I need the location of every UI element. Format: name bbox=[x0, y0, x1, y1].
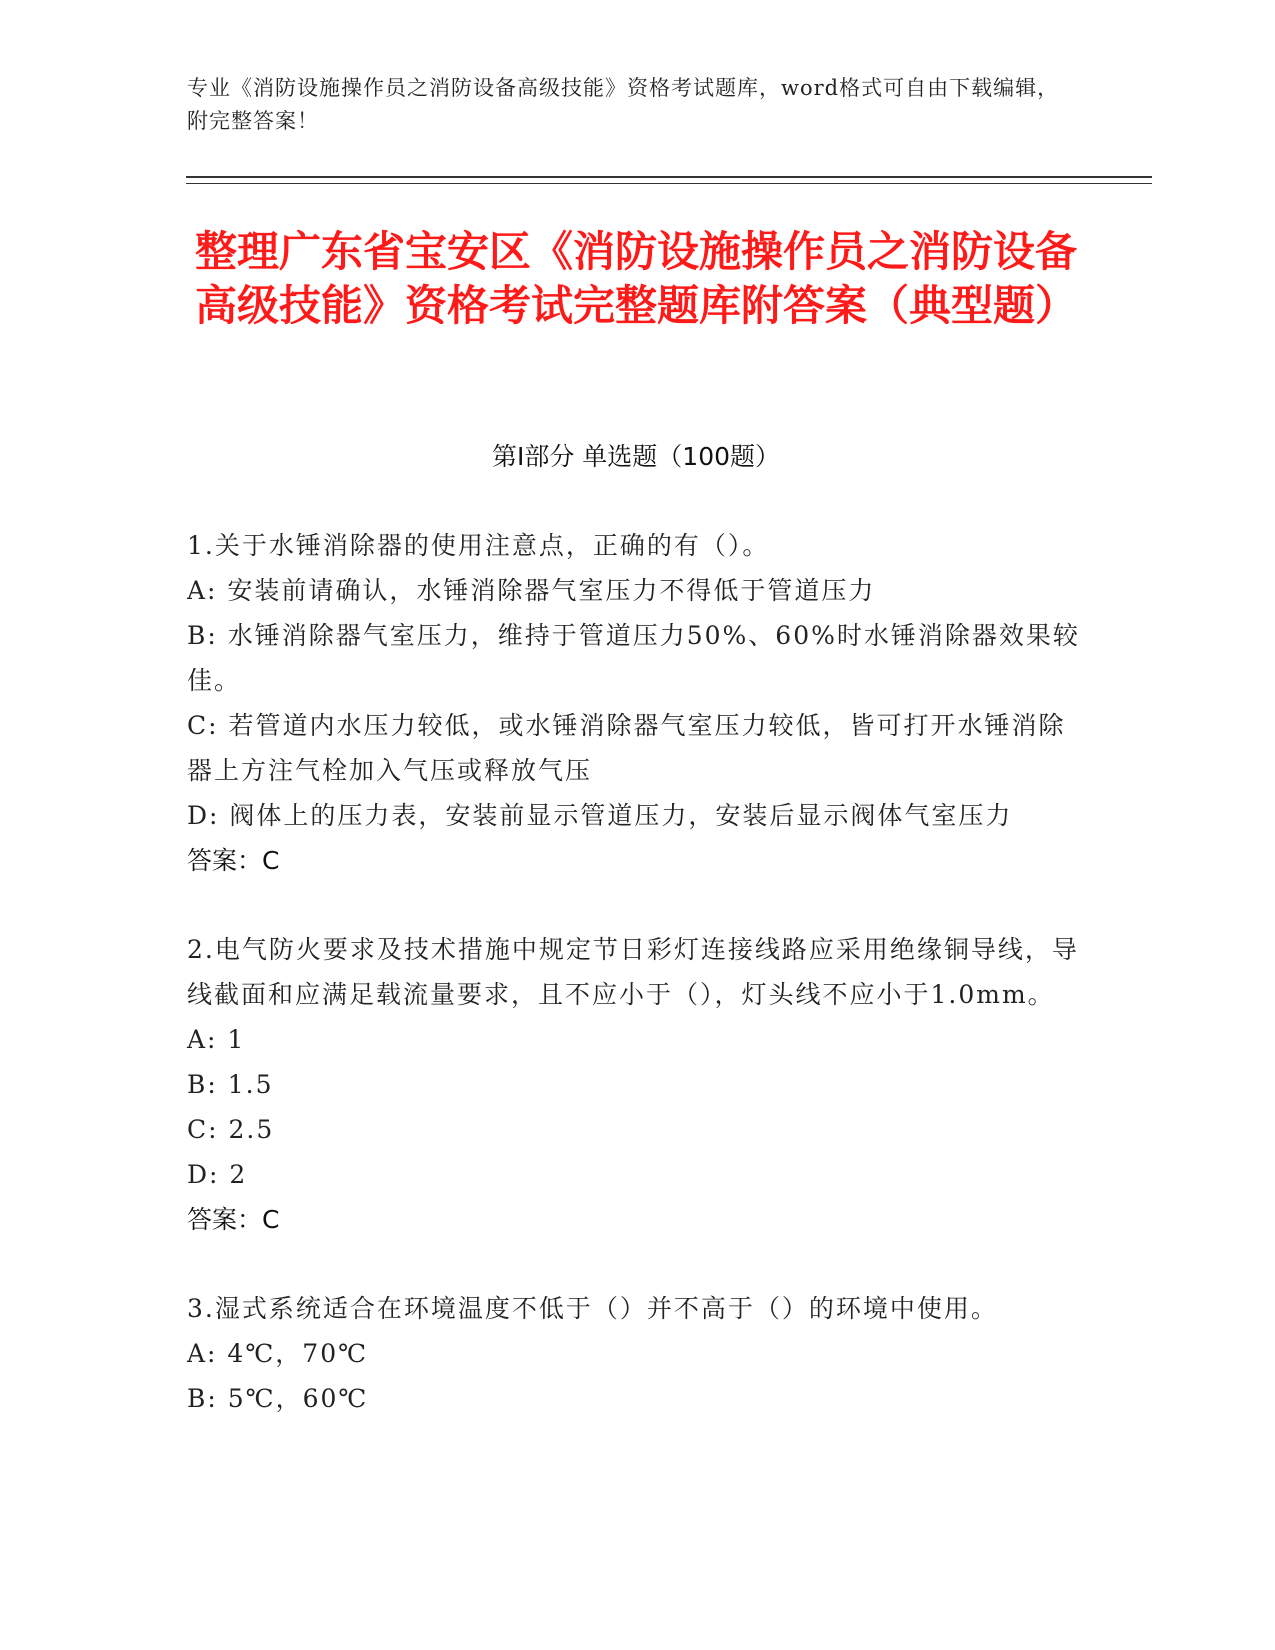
option-a: A: 4℃，70℃ bbox=[187, 1339, 369, 1368]
question-2 bbox=[187, 927, 1087, 1242]
question-3 bbox=[187, 1286, 1087, 1421]
option-d: D: 阀体上的压力表，安装前显示管道压力，安装后显示阀体气室压力 bbox=[187, 801, 1013, 830]
header-note: 专业《消防设施操作员之消防设备高级技能》资格考试题库，word格式可自由下载编辑，附完整答案！ bbox=[187, 76, 1060, 133]
option-a: A: 1 bbox=[187, 1025, 246, 1054]
question-stem: 2.电气防火要求及技术措施中规定节日彩灯连接线路应采用绝缘铜导线，导线截面和应满足载流量要求，且不应小于（），灯头线不应小于1.0mm。 bbox=[187, 935, 1079, 1009]
answer: 答案：C bbox=[187, 846, 280, 875]
answer: 答案：C bbox=[187, 1205, 280, 1234]
option-a: A: 安装前请确认，水锤消除器气室压力不得低于管道压力 bbox=[187, 576, 876, 605]
question-1 bbox=[187, 523, 1087, 883]
option-c: C: 2.5 bbox=[187, 1115, 275, 1144]
option-b: B: 1.5 bbox=[187, 1070, 274, 1099]
question-stem: 1.关于水锤消除器的使用注意点，正确的有（）。 bbox=[187, 531, 770, 560]
option-d: D: 2 bbox=[187, 1160, 248, 1189]
option-b: B: 水锤消除器气室压力，维持于管道压力50%、60%时水锤消除器效果较佳。 bbox=[187, 621, 1080, 695]
document-title: 整理广东省宝安区《消防设施操作员之消防设备高级技能》资格考试完整题库附答案（典型题） bbox=[194, 227, 1077, 330]
question-list bbox=[187, 523, 1087, 1465]
header-rule-thin bbox=[186, 183, 1152, 184]
section-title: 第I部分 单选题（100题） bbox=[491, 442, 781, 471]
option-b: B: 5℃，60℃ bbox=[187, 1384, 369, 1413]
option-c: C: 若管道内水压力较低，或水锤消除器气室压力较低，皆可打开水锤消除器上方注气栓加入气压或释放气压 bbox=[187, 711, 1066, 785]
question-stem: 3.湿式系统适合在环境温度不低于（）并不高于（）的环境中使用。 bbox=[187, 1294, 998, 1323]
header-rule-thick bbox=[186, 176, 1152, 178]
